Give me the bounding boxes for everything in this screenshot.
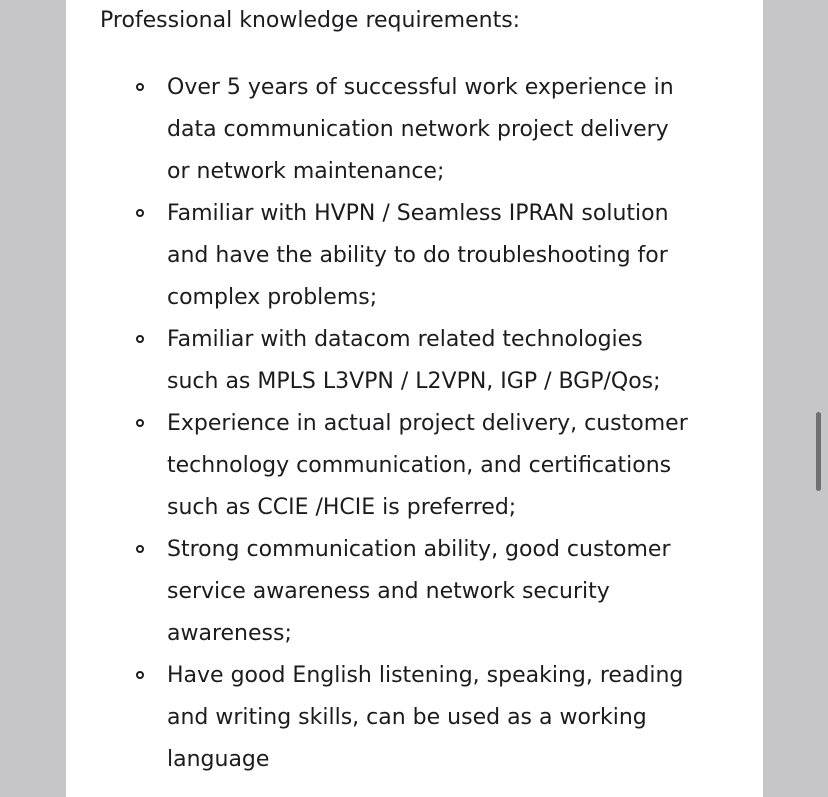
list-item-line: Experience in actual project delivery, customer [167, 411, 688, 436]
list-item-line: data communication network project delivery [167, 117, 669, 142]
hollow-bullet-icon [136, 83, 144, 91]
list-item-line: Familiar with HVPN / Seamless IPRAN solution [167, 201, 669, 226]
list-item [167, 193, 737, 319]
list-item-line: service awareness and network security [167, 579, 610, 604]
scrollbar-thumb[interactable] [816, 412, 821, 491]
list-item-line: awareness; [167, 621, 292, 646]
list-item [167, 403, 737, 529]
hollow-bullet-icon [136, 671, 144, 679]
list-item-line: Over 5 years of successful work experience in [167, 75, 674, 100]
list-item-line: such as CCIE /HCIE is preferred; [167, 495, 517, 520]
hollow-bullet-icon [136, 419, 144, 427]
section-heading: Professional knowledge requirements: [100, 8, 521, 33]
requirements-list [167, 67, 737, 781]
list-item-line: complex problems; [167, 285, 378, 310]
document-page [66, 0, 763, 797]
list-item-line: Have good English listening, speaking, reading [167, 663, 684, 688]
list-item-line: such as MPLS L3VPN / L2VPN, IGP / BGP/Qos; [167, 369, 661, 394]
list-item-line: and writing skills, can be used as a working [167, 705, 647, 730]
hollow-bullet-icon [136, 545, 144, 553]
list-item [167, 655, 737, 781]
hollow-bullet-icon [136, 335, 144, 343]
list-item [167, 529, 737, 655]
list-item-line: Familiar with datacom related technologies [167, 327, 643, 352]
list-item-line: or network maintenance; [167, 159, 445, 184]
list-item-line: and have the ability to do troubleshooting for [167, 243, 668, 268]
list-item-line: Strong communication ability, good customer [167, 537, 671, 562]
list-item-line: technology communication, and certifications [167, 453, 672, 478]
list-item [167, 319, 737, 403]
list-item [167, 67, 737, 193]
hollow-bullet-icon [136, 209, 144, 217]
list-item-line: language [167, 747, 270, 772]
